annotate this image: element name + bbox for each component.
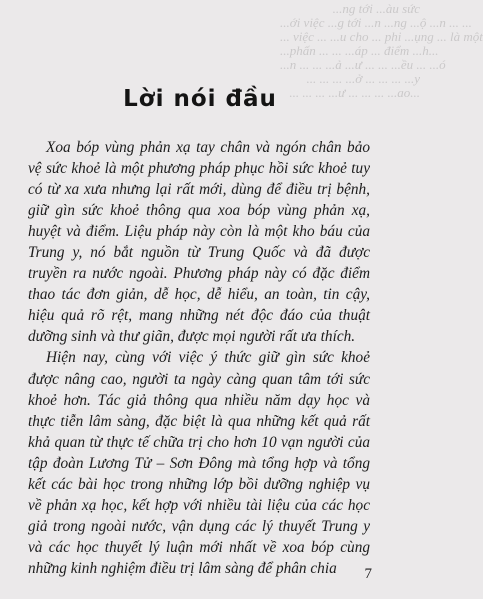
paragraph-1: Xoa bóp vùng phản xạ tay chân và ngón chân bảo vệ sức khoẻ là một phương pháp phục hồi sức khoẻ tuy có từ xa xưa nhưng lại rất mới, dùng để điều trị bệnh, giữ gìn sức khoẻ thông qua xoa bóp vùng phản xạ, huyệt và điểm. Liệu pháp này còn là một kho báu của Trung y, nó bắt nguồn từ Trung Quốc và đã được truyền ra nước ngoài. Phương pháp này có đặc điểm thao tác đơn giản, dễ học, dễ hiểu, an toàn, tin cậy, hiệu quả rõ rệt, mang những nét độc đáo của thuật dưỡng sinh và thư giãn, được mọi người rất ưa thích.	[28, 139, 370, 346]
page-number: 7	[364, 566, 372, 582]
paragraph-2: Hiện nay, cùng với việc ý thức giữ gìn sức khoẻ được nâng cao, người ta ngày càng quan tâm tới sức khoẻ hơn. Tác giả thông qua nhiều năm dạy học và thực tiễn lâm sàng, đặc biệt là qua những kết quả rất khả quan từ thực tế chữa trị cho hơn 10 vạn người của tập đoàn Lương Tử – Sơn Đông mà tổng hợp và tổng kết các bài học trong những lớp bồi dưỡng nghiệp vụ về phản xạ học, kết hợp với nhiều tài liệu của các học giả trong ngoài nước, vận dụng các lý thuyết Trung y và các học thuyết lý luận mới nhất về xoa bóp cùng những kinh nghiệm điều trị lâm sàng để phân chia	[28, 349, 370, 577]
bleed-through-line: ...phấn ... ... ...áp ... điểm ...h...	[280, 43, 439, 58]
bleed-through-line: ... ... ... ...ở ... ... ... ...y	[306, 71, 420, 86]
bleed-through-line: ...ng tới ...àu sức	[332, 1, 420, 16]
page-title: Lời nói đầu	[123, 86, 277, 112]
bleed-through-line: ... ... ... ...ư ... ... ... ...ao...	[289, 85, 420, 100]
body-text	[28, 137, 370, 579]
bleed-through-line: ...n ... ... ...ả ...ư ... ... ...ều ... ...ó	[280, 57, 446, 72]
bleed-through-line: ...ới việc ...g tới ...n ...ng ...ộ ...n ... ...	[280, 15, 472, 30]
bleed-through-line: ... việc ... ...u cho ... phi ...ụng ... là một	[280, 29, 483, 44]
